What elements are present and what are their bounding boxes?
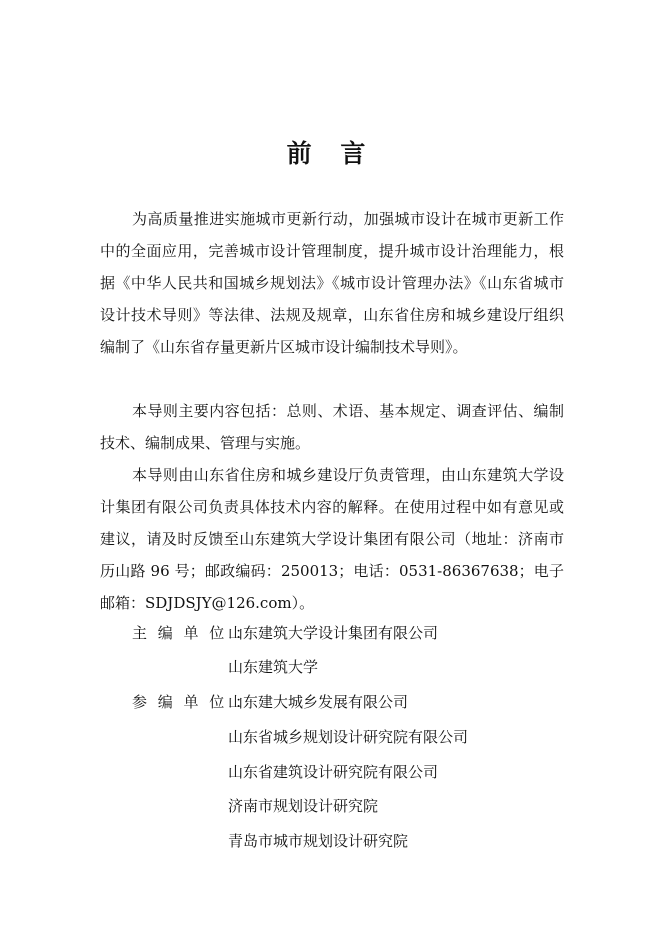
participating-units-label: 参 编 单 位 ： xyxy=(132,693,254,711)
preface-paragraph-2: 本导则主要内容包括：总则、术语、基本规定、调查评估、编制技术、编制成果、管理与实施。 xyxy=(100,402,564,452)
preface-paragraph-1: 为高质量推进实施城市更新行动，加强城市设计在城市更新工作中的全面应用，完善城市设计管理制度，提升城市设计治理能力，根据《中华人民共和国城乡规划法》《城市设计管理办法》《山东省城市设计技术导则》等法律、法规及规章，山东省住房和城乡建设厅组织编制了《山东省存量更新片区城市设计编制技术导则》。 xyxy=(100,210,564,356)
participating-unit-name: 山东省城乡规划设计研究院有限公司 xyxy=(228,728,469,746)
participating-unit-name: 山东省建筑设计研究院有限公司 xyxy=(228,763,439,781)
participating-unit-name: 山东建大城乡发展有限公司 xyxy=(228,693,409,711)
chief-unit-name: 山东建筑大学设计集团有限公司 xyxy=(228,624,439,642)
page-title: 前 言 xyxy=(286,139,376,168)
chief-unit-name: 山东建筑大学 xyxy=(228,658,319,676)
participating-unit-name: 青岛市城市规划设计研究院 xyxy=(228,832,409,850)
participating-unit-name: 济南市规划设计研究院 xyxy=(228,797,379,815)
chief-units-label: 主 编 单 位 ： xyxy=(132,624,254,642)
preface-paragraph-3: 本导则由山东省住房和城乡建设厅负责管理，由山东建筑大学设计集团有限公司负责具体技术内容的解释。在使用过程中如有意见或建议，请及时反馈至山东建筑大学设计集团有限公司（地址：济南市历山路 96 号；邮政编码：250013；电话：0531-86367638；电子邮箱：SDJDSJY@126.com）。 xyxy=(100,466,564,612)
